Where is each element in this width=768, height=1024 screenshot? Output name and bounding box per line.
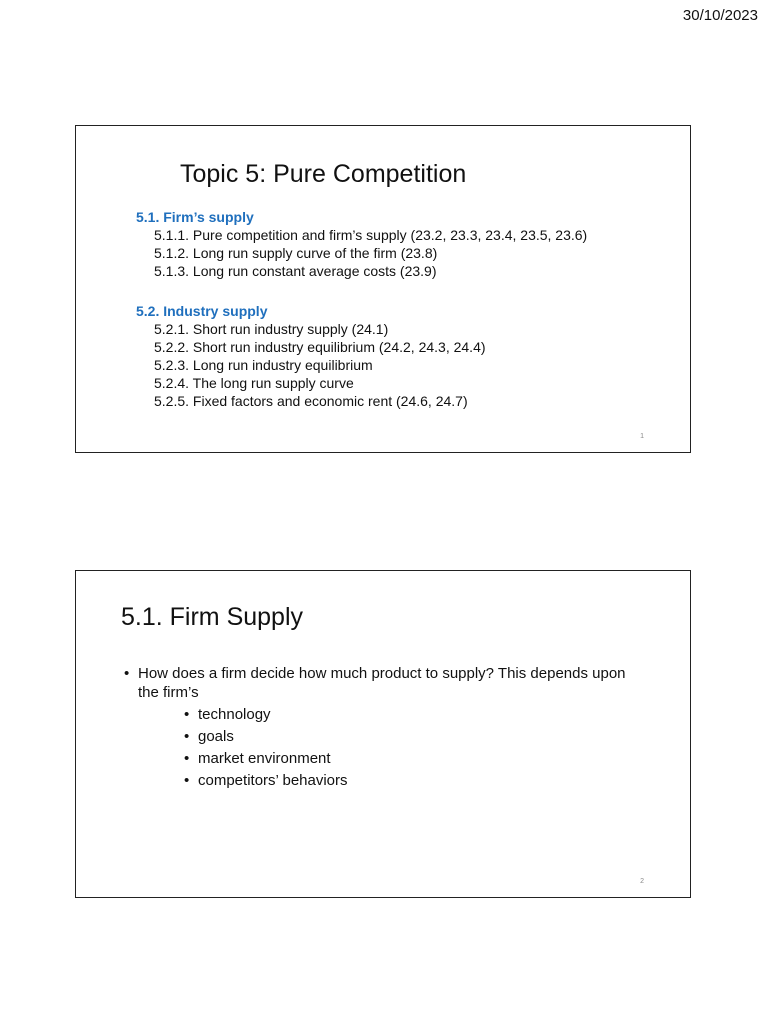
section-item: 5.2.1. Short run industry supply (24.1) — [154, 321, 389, 337]
bullet-dot: • — [184, 772, 190, 789]
section-heading: 5.1. Firm’s supply — [136, 209, 254, 225]
section-item: 5.1.3. Long run constant average costs (23.9) — [154, 263, 437, 279]
section-item: 5.1.1. Pure competition and firm’s supply (23.2, 23.3, 23.4, 23.5, 23.6) — [154, 227, 588, 243]
page-date: 30/10/2023 — [682, 7, 758, 24]
slide-1-title: Topic 5: Pure Competition — [180, 160, 467, 188]
sub-bullet-text: market environment — [198, 750, 331, 767]
slide-number: 2 — [640, 878, 644, 885]
main-bullet — [124, 664, 644, 702]
section-firms-supply — [136, 208, 587, 280]
sub-bullet — [184, 770, 644, 792]
section-item: 5.2.2. Short run industry equilibrium (24.2, 24.3, 24.4) — [154, 339, 486, 355]
slide-number: 1 — [640, 433, 644, 440]
bullet-dot: • — [124, 665, 130, 682]
section-heading: 5.2. Industry supply — [136, 303, 268, 319]
sub-bullet — [184, 726, 644, 748]
sub-bullet-text: technology — [198, 706, 271, 723]
slide-2 — [75, 570, 691, 898]
section-industry-supply — [136, 302, 486, 410]
bullet-list — [124, 664, 644, 792]
main-bullet-text: How does a firm decide how much product to supply? This depends upon the firm’s — [138, 665, 626, 701]
slide-1 — [75, 125, 691, 453]
bullet-dot: • — [184, 728, 190, 745]
bullet-dot: • — [184, 706, 190, 723]
section-item: 5.2.5. Fixed factors and economic rent (24.6, 24.7) — [154, 393, 468, 409]
bullet-dot: • — [184, 750, 190, 767]
sub-bullet — [184, 704, 644, 726]
sub-bullet-list — [124, 704, 644, 792]
section-item: 5.2.3. Long run industry equilibrium — [154, 357, 373, 373]
section-item: 5.1.2. Long run supply curve of the firm (23.8) — [154, 245, 438, 261]
sub-bullet-text: goals — [198, 728, 234, 745]
section-item: 5.2.4. The long run supply curve — [154, 375, 354, 391]
slide-2-title: 5.1. Firm Supply — [121, 603, 304, 631]
sub-bullet-text: competitors’ behaviors — [198, 772, 348, 789]
sub-bullet — [184, 748, 644, 770]
